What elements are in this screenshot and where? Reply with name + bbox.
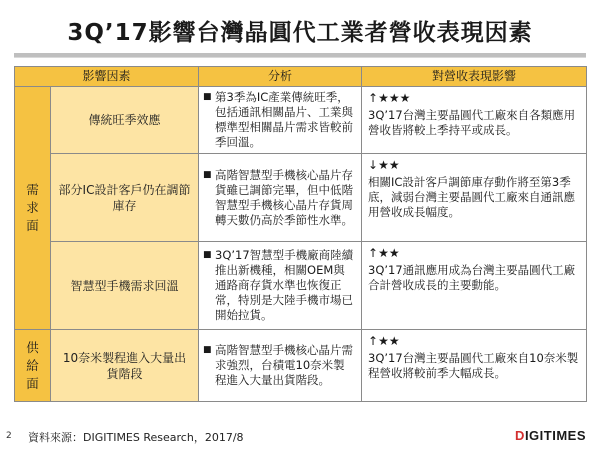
impact-text: 相關IC設計客戶調節庫存動作將至第3季底，減弱台灣主要晶圓代工廠來自通訊應用營收成長幅度。 xyxy=(368,175,576,219)
impact-rating: ↑★★ xyxy=(368,334,400,348)
table-row xyxy=(15,87,587,154)
category-char: 給 xyxy=(26,357,39,373)
header-analysis: 分析 xyxy=(199,67,362,87)
factor-cell: 10奈米製程進入大量出貨階段 xyxy=(51,330,199,402)
factor-cell: 傳統旺季效應 xyxy=(51,87,199,154)
bullet-icon: ■ xyxy=(203,250,212,260)
source-note: 資料來源：DIGITIMES Research，2017/8 xyxy=(28,431,244,444)
category-char: 求 xyxy=(26,200,39,215)
impact-rating: ↑★★ xyxy=(368,246,400,260)
table-row xyxy=(15,242,587,330)
category-char: 面 xyxy=(26,218,39,233)
factor-cell: 智慧型手機需求回溫 xyxy=(51,242,199,330)
page-number: 2 xyxy=(6,431,12,441)
table-row xyxy=(15,330,587,402)
table-row xyxy=(15,154,587,242)
bullet-icon: ■ xyxy=(203,345,212,355)
factor-cell: 部分IC設計客戶仍在調節庫存 xyxy=(51,154,199,242)
table-header-row xyxy=(15,67,587,87)
impact-cell xyxy=(362,330,587,402)
logo-text: IGITIMES xyxy=(524,428,586,443)
header-impact: 對營收表現影響 xyxy=(362,67,587,87)
bullet-icon: ■ xyxy=(203,92,212,102)
impact-rating: ↓★★ xyxy=(368,158,400,172)
analysis-cell xyxy=(199,330,362,402)
digitimes-logo xyxy=(515,428,586,443)
analysis-cell xyxy=(199,242,362,330)
impact-cell xyxy=(362,87,587,154)
impact-cell xyxy=(362,242,587,330)
bullet-icon: ■ xyxy=(203,169,212,180)
factors-table xyxy=(14,66,587,402)
analysis-text: 第3季為IC產業傳統旺季，包括通訊相關晶片、工業與標準型相關晶片需求皆較前季回溫。 xyxy=(215,90,354,149)
analysis-text: 高階智慧型手機核心晶片需求強烈，台積電10奈米製程進入大量出貨階段。 xyxy=(215,343,354,387)
category-supply xyxy=(15,330,51,402)
analysis-cell xyxy=(199,154,362,242)
category-char: 供 xyxy=(26,339,39,355)
category-char: 面 xyxy=(26,375,39,391)
analysis-cell xyxy=(199,87,362,154)
impact-rating: ↑★★★ xyxy=(368,91,411,105)
impact-text: 3Q’17台灣主要晶圓代工廠來自10奈米製程營收將較前季大幅成長。 xyxy=(368,351,579,380)
impact-cell xyxy=(362,154,587,242)
page-title: 3Q’17影響台灣晶圓代工業者營收表現因素 xyxy=(67,20,533,46)
category-char: 需 xyxy=(26,182,39,197)
category-demand xyxy=(15,87,51,330)
analysis-text: 高階智慧型手機核心晶片存貨雖已調節完畢，但中低階智慧型手機核心晶片存貨周轉天數仍高於季節性水準。 xyxy=(215,167,354,227)
title-divider-thin xyxy=(14,57,586,58)
impact-text: 3Q’17通訊應用成為台灣主要晶圓代工廠合計營收成長的主要動能。 xyxy=(368,263,576,292)
header-factor: 影響因素 xyxy=(15,67,199,87)
logo-mark: D xyxy=(515,428,525,443)
impact-text: 3Q’17台灣主要晶圓代工廠來自各類應用營收皆將較上季持平或成長。 xyxy=(368,108,576,137)
analysis-text: 3Q’17智慧型手機廠商陸續推出新機種，相關OEM與通路商存貨水準也恢復正常，特別是大陸手機市場已開始拉貨。 xyxy=(215,248,354,322)
